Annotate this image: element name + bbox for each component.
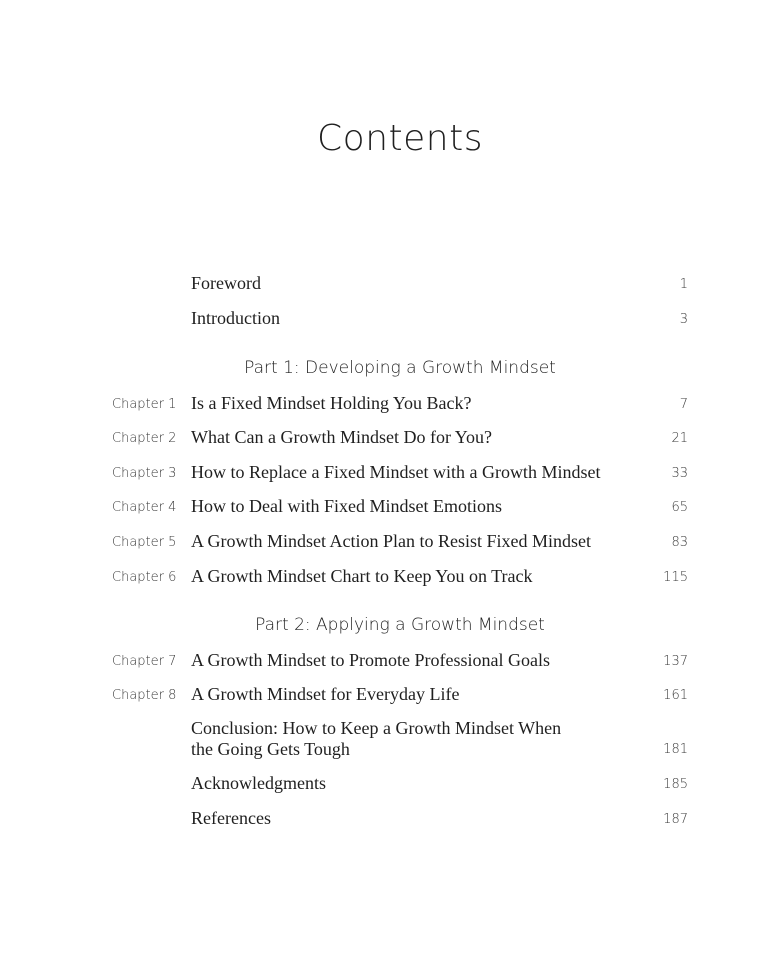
entry-title: References xyxy=(191,808,271,828)
page-number: 1 xyxy=(679,277,688,292)
page-number: 83 xyxy=(671,535,688,550)
toc-entry-chapter-2[interactable] xyxy=(0,427,768,457)
page-number: 187 xyxy=(663,812,688,827)
toc-entry-introduction[interactable] xyxy=(0,308,768,338)
page-number: 181 xyxy=(663,742,688,757)
toc-entry-chapter-4[interactable] xyxy=(0,496,768,526)
entry-title: Introduction xyxy=(191,308,280,328)
entry-title: What Can a Growth Mindset Do for You? xyxy=(191,427,492,447)
entry-title: A Growth Mindset to Promote Professional Goals xyxy=(191,650,550,670)
chapter-label: Chapter 5 xyxy=(112,535,177,550)
toc-entry-foreword[interactable] xyxy=(0,273,768,303)
entry-title: A Growth Mindset Chart to Keep You on Track xyxy=(191,566,533,586)
page-number: 7 xyxy=(679,397,688,412)
toc-entry-conclusion[interactable] xyxy=(0,718,768,764)
chapter-label: Chapter 7 xyxy=(112,654,177,669)
chapter-label: Chapter 6 xyxy=(112,570,177,585)
chapter-label: Chapter 4 xyxy=(112,500,177,515)
page-number: 185 xyxy=(663,777,688,792)
toc-entry-chapter-6[interactable] xyxy=(0,566,768,596)
entry-title-line-1: Conclusion: How to Keep a Growth Mindset When xyxy=(191,718,562,738)
page-number: 137 xyxy=(663,654,688,669)
entry-title-line-2: the Going Gets Tough xyxy=(191,739,350,759)
entry-title: A Growth Mindset Action Plan to Resist Fixed Mindset xyxy=(191,531,592,551)
entry-title: A Growth Mindset for Everyday Life xyxy=(191,684,460,704)
chapter-label: Chapter 2 xyxy=(112,431,177,446)
entry-title: Foreword xyxy=(191,273,261,293)
toc-entry-chapter-7[interactable] xyxy=(0,650,768,680)
entry-title: Acknowledgments xyxy=(191,773,326,793)
entry-title: How to Replace a Fixed Mindset with a Growth Mindset xyxy=(191,462,601,482)
page-title: Contents xyxy=(317,118,483,159)
entry-title: How to Deal with Fixed Mindset Emotions xyxy=(191,496,502,516)
page-number: 21 xyxy=(671,431,688,446)
page-number: 33 xyxy=(671,466,688,481)
chapter-label: Chapter 3 xyxy=(112,466,177,481)
toc-entry-chapter-3[interactable] xyxy=(0,462,768,492)
toc-entry-chapter-8[interactable] xyxy=(0,684,768,714)
part-heading: Part 2: Applying a Growth Mindset xyxy=(255,615,545,635)
toc-entry-chapter-5[interactable] xyxy=(0,531,768,561)
page-number: 115 xyxy=(663,570,688,585)
page-number: 65 xyxy=(671,500,688,515)
entry-title: Is a Fixed Mindset Holding You Back? xyxy=(191,393,472,413)
toc-entry-references[interactable] xyxy=(0,808,768,838)
chapter-label: Chapter 8 xyxy=(112,688,177,703)
toc-entry-acknowledgments[interactable] xyxy=(0,773,768,803)
page-number: 161 xyxy=(663,688,688,703)
toc-entry-chapter-1[interactable] xyxy=(0,393,768,423)
entry-title xyxy=(191,718,561,760)
chapter-label: Chapter 1 xyxy=(112,397,177,412)
part-heading: Part 1: Developing a Growth Mindset xyxy=(244,358,556,378)
page-number: 3 xyxy=(679,312,688,327)
